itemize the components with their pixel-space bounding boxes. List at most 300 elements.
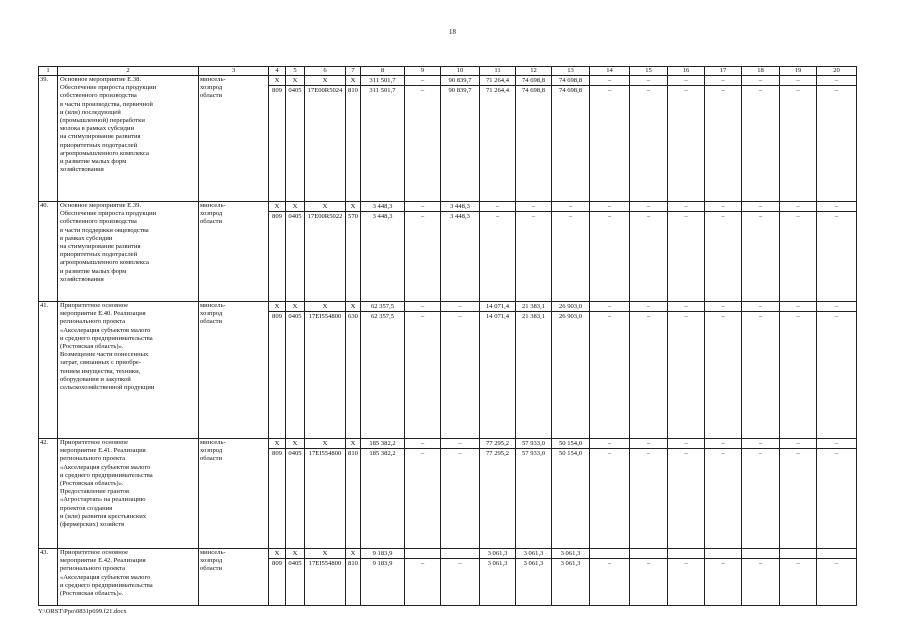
detail-value: –	[721, 213, 725, 220]
detail-value: 90 839,7	[448, 87, 472, 94]
total-value: X	[305, 549, 345, 559]
detail-value: 17Е00R5024	[307, 87, 343, 94]
detail-value: –	[684, 213, 688, 220]
value-cell-col-17	[705, 549, 742, 606]
responsible-line: минсель-	[200, 76, 226, 83]
value-cell-col-13	[552, 439, 590, 549]
value-cell-col-8	[361, 76, 405, 202]
value-cell-col-7	[346, 302, 361, 439]
description-line: «Агростартап» на реализацию	[60, 496, 146, 504]
responsible-line: минсель-	[200, 202, 226, 209]
detail-value: –	[420, 560, 425, 567]
total-value: –	[668, 302, 704, 312]
detail-value: –	[607, 450, 612, 457]
detail-value: 3 448,3	[450, 213, 470, 220]
header-col-1: 1	[39, 67, 58, 76]
value-cell-col-6	[305, 302, 346, 439]
detail-value: –	[684, 313, 688, 320]
detail-value: –	[420, 450, 425, 457]
description-line: собственного производства	[60, 92, 137, 100]
value-cell-col-11	[480, 76, 516, 202]
value-cell-col-4	[269, 76, 286, 202]
value-cell-col-16	[668, 202, 705, 302]
detail-value: 50 154,0	[558, 450, 583, 457]
header-col-6: 6	[305, 67, 346, 76]
value-cell-col-13	[552, 549, 590, 606]
value-cell-col-10	[441, 76, 480, 202]
description-line: Обеспечение прироста продукции	[60, 210, 157, 218]
description-line: мероприятие Е.42. Реализация	[60, 557, 146, 565]
detail-value: 311 501,7	[369, 87, 396, 94]
description-line: регионального проекта	[60, 318, 126, 326]
total-value: X	[346, 76, 360, 86]
responsible-line: области	[200, 455, 223, 463]
total-value: 57 933,0	[516, 439, 551, 449]
total-value: –	[630, 439, 667, 449]
header-col-8: 8	[361, 67, 405, 76]
value-cell-col-15	[630, 202, 668, 302]
detail-value: 62 357,5	[370, 313, 395, 320]
total-value: 14 071,4	[480, 302, 515, 312]
value-cell-col-12	[516, 76, 552, 202]
description-line: на стимулирование развития	[60, 133, 141, 141]
total-value: X	[305, 439, 345, 449]
total-value: –	[405, 76, 440, 86]
total-value: 71 264,4	[480, 76, 515, 86]
total-value: –	[742, 302, 779, 312]
detail-value: 57 933,0	[521, 450, 546, 457]
value-cell-col-16	[668, 302, 705, 439]
value-cell-col-14	[590, 439, 630, 549]
detail-value: –	[495, 213, 500, 220]
table-row	[39, 202, 857, 302]
total-value: X	[286, 202, 304, 212]
total-value: 185 382,2	[361, 439, 404, 449]
header-col-20: 20	[817, 67, 857, 76]
detail-value: –	[684, 87, 688, 94]
budget-table	[38, 66, 857, 606]
total-value: X	[286, 439, 304, 449]
detail-value: –	[646, 87, 651, 94]
responsible-line: хозпрод	[200, 84, 223, 92]
detail-value: –	[646, 313, 651, 320]
detail-value: –	[646, 213, 651, 220]
value-cell-col-10	[441, 439, 480, 549]
value-cell-col-14	[590, 302, 630, 439]
total-value: 3 061,3	[516, 549, 551, 559]
total-value: –	[405, 439, 440, 449]
detail-value: –	[568, 213, 573, 220]
total-value: –	[590, 439, 629, 449]
description-line: оборудования и закупкой	[60, 375, 131, 383]
detail-value: –	[646, 450, 651, 457]
description-line: «Акселерация субъектов малого	[60, 573, 151, 581]
value-cell-col-5	[286, 549, 305, 606]
total-value: –	[590, 76, 629, 86]
event-description	[58, 302, 199, 439]
value-cell-col-18	[742, 549, 780, 606]
responsible-line: области	[200, 318, 223, 326]
detail-value: 74 698,8	[521, 87, 546, 94]
detail-value: –	[758, 213, 763, 220]
detail-value: –	[758, 560, 763, 567]
total-value: X	[269, 202, 285, 212]
value-cell-col-19	[780, 202, 817, 302]
detail-value: 3 061,3	[487, 560, 508, 567]
value-cell-col-13	[552, 202, 590, 302]
detail-value: 810	[348, 560, 358, 567]
value-cell-col-12	[516, 202, 552, 302]
total-value: –	[780, 302, 816, 312]
description-line: и среднего предпринимательства	[60, 334, 153, 342]
header-col-11: 11	[480, 67, 516, 76]
detail-value: –	[796, 560, 800, 567]
header-col-14: 14	[590, 67, 630, 76]
description-line: молока в рамках субсидии	[60, 125, 135, 133]
detail-value: –	[834, 87, 839, 94]
total-value	[817, 549, 856, 559]
header-col-19: 19	[780, 67, 817, 76]
header-col-15: 15	[630, 67, 668, 76]
responsible-line: хозпрод	[200, 210, 223, 218]
row-number: 39.	[39, 76, 58, 202]
description-line: Основное мероприятие Е.39.	[60, 202, 142, 209]
table-row	[39, 302, 857, 439]
detail-value: 17ЕI554800	[308, 560, 342, 567]
description-line: проектов создания	[60, 504, 113, 512]
value-cell-col-18	[742, 302, 780, 439]
detail-value: –	[458, 450, 462, 457]
detail-value: 185 382,2	[369, 450, 396, 457]
detail-value: 21 383,1	[521, 313, 546, 320]
header-col-17: 17	[705, 67, 742, 76]
detail-value: 3 448,3	[372, 213, 393, 220]
value-cell-col-8	[361, 549, 405, 606]
value-cell-col-7	[346, 202, 361, 302]
value-cell-col-16	[668, 76, 705, 202]
detail-value: –	[420, 87, 425, 94]
value-cell-col-5	[286, 439, 305, 549]
event-description	[58, 549, 199, 606]
description-line: и (или) развития крестьянских	[60, 512, 147, 520]
total-value: –	[590, 302, 629, 312]
description-line: (Ростовская область)».	[60, 590, 124, 598]
value-cell-col-17	[705, 302, 742, 439]
description-line: в рамках субсидии	[60, 234, 113, 242]
total-value	[590, 549, 629, 559]
total-value	[405, 549, 440, 559]
value-cell-col-7	[346, 76, 361, 202]
row-number: 42.	[39, 439, 58, 549]
total-value: –	[742, 202, 779, 212]
detail-value: –	[758, 450, 763, 457]
total-value: –	[630, 302, 667, 312]
total-value: 3 448,3	[361, 202, 404, 212]
description-line: и среднего предпринимательства	[60, 581, 153, 589]
responsible-line: хозпрод	[200, 557, 223, 565]
value-cell-col-13	[552, 302, 590, 439]
total-value: –	[552, 202, 589, 212]
value-cell-col-15	[630, 76, 668, 202]
total-value: –	[668, 439, 704, 449]
responsible-executor	[199, 549, 269, 606]
value-cell-col-11	[480, 202, 516, 302]
value-cell-col-4	[269, 439, 286, 549]
value-cell-col-16	[668, 439, 705, 549]
value-cell-col-20	[817, 202, 857, 302]
description-line: приоритетных подотраслей	[60, 251, 138, 259]
header-col-3: 3	[199, 67, 269, 76]
detail-value: –	[834, 560, 839, 567]
header-col-9: 9	[405, 67, 441, 76]
description-line: (промышленной) переработки	[60, 117, 145, 125]
value-cell-col-13	[552, 76, 590, 202]
total-value: 74 698,8	[552, 76, 589, 86]
total-value: X	[346, 549, 360, 559]
description-line: (фермерских) хозяйств	[60, 521, 125, 529]
value-cell-col-11	[480, 549, 516, 606]
total-value: –	[516, 202, 551, 212]
header-col-2: 2	[58, 67, 199, 76]
description-line: (Ростовская область)».	[60, 480, 124, 488]
description-line: агропромышленного комплекса	[60, 259, 149, 267]
detail-value: 809	[272, 560, 282, 567]
detail-value: 0405	[288, 87, 302, 94]
total-value: X	[286, 76, 304, 86]
detail-value: 810	[348, 450, 358, 457]
total-value: 21 383,1	[516, 302, 551, 312]
table-row	[39, 439, 857, 549]
row-number: 40.	[39, 202, 58, 302]
responsible-line: минсель-	[200, 549, 226, 556]
value-cell-col-12	[516, 549, 552, 606]
value-cell-col-4	[269, 549, 286, 606]
detail-value: 17ЕI554800	[308, 313, 342, 320]
value-cell-col-9	[405, 549, 441, 606]
detail-value: 3 061,3	[560, 560, 581, 567]
detail-value: 570	[348, 213, 358, 220]
value-cell-col-17	[705, 76, 742, 202]
total-value: –	[817, 202, 856, 212]
page-number: 18	[449, 28, 456, 36]
value-cell-col-11	[480, 439, 516, 549]
total-value	[668, 549, 704, 559]
value-cell-col-19	[780, 76, 817, 202]
detail-value: –	[420, 313, 425, 320]
detail-value: 74 698,8	[558, 87, 583, 94]
header-col-16: 16	[668, 67, 705, 76]
responsible-executor	[199, 76, 269, 202]
description-line: Предоставление грантов	[60, 488, 130, 496]
table-row	[39, 549, 857, 606]
total-value: –	[441, 302, 479, 312]
responsible-executor	[199, 302, 269, 439]
responsible-line: хозпрод	[200, 310, 223, 318]
total-value: –	[705, 302, 741, 312]
detail-value: 630	[348, 313, 358, 320]
total-value: X	[305, 76, 345, 86]
detail-value: 14 071,4	[485, 313, 510, 320]
description-line: агропромышленного комплекса	[60, 149, 149, 157]
value-cell-col-9	[405, 76, 441, 202]
description-line: сельскохозяйственной продукции	[60, 384, 155, 392]
detail-value: 809	[272, 213, 282, 220]
total-value: –	[780, 76, 816, 86]
value-cell-col-10	[441, 302, 480, 439]
value-cell-col-4	[269, 302, 286, 439]
description-line: хозяйствования	[60, 275, 104, 283]
detail-value: –	[834, 213, 839, 220]
responsible-line: области	[200, 218, 223, 226]
total-value: –	[742, 76, 779, 86]
detail-value: –	[607, 213, 612, 220]
total-value: –	[441, 439, 479, 449]
detail-value: 71 264,4	[485, 87, 510, 94]
value-cell-col-9	[405, 202, 441, 302]
value-cell-col-11	[480, 302, 516, 439]
description-line: мероприятие Е.40. Реализация	[60, 310, 146, 318]
total-value: –	[705, 202, 741, 212]
description-line: Приоритетное основное	[60, 549, 129, 556]
total-value: 90 839,7	[441, 76, 479, 86]
row-number: 43.	[39, 549, 58, 606]
responsible-executor	[199, 202, 269, 302]
detail-value: –	[684, 450, 688, 457]
detail-value: –	[646, 560, 651, 567]
detail-value: –	[834, 450, 839, 457]
description-line: приоритетных подотраслей	[60, 141, 138, 149]
detail-value: –	[684, 560, 688, 567]
total-value: –	[630, 202, 667, 212]
detail-value: –	[721, 313, 725, 320]
detail-value: –	[796, 87, 800, 94]
total-value: 62 357,5	[361, 302, 404, 312]
responsible-executor	[199, 439, 269, 549]
value-cell-col-6	[305, 202, 346, 302]
total-value	[705, 549, 741, 559]
total-value: –	[668, 202, 704, 212]
detail-value: 0405	[288, 450, 302, 457]
event-description	[58, 439, 199, 549]
value-cell-col-18	[742, 76, 780, 202]
header-row	[39, 67, 857, 76]
detail-value: –	[721, 87, 725, 94]
total-value: –	[705, 439, 741, 449]
total-value	[780, 549, 816, 559]
value-cell-col-8	[361, 439, 405, 549]
detail-value: 17Е00R5022	[307, 213, 343, 220]
value-cell-col-14	[590, 549, 630, 606]
header-col-12: 12	[516, 67, 552, 76]
description-line: Приоритетное основное	[60, 302, 129, 309]
event-description	[58, 202, 199, 302]
detail-value: 0405	[288, 560, 302, 567]
total-value: –	[668, 76, 704, 86]
total-value: –	[630, 76, 667, 86]
footer-path: Y:\ORST\Ppo\0831p699.f21.docx	[38, 608, 127, 615]
detail-value: –	[607, 560, 612, 567]
value-cell-col-5	[286, 76, 305, 202]
total-value: –	[705, 76, 741, 86]
total-value	[441, 549, 479, 559]
total-value: –	[590, 202, 629, 212]
responsible-line: минсель-	[200, 439, 226, 446]
description-line: Обеспечение прироста продукции	[60, 84, 157, 92]
value-cell-col-20	[817, 76, 857, 202]
total-value: 3 061,3	[480, 549, 515, 559]
total-value: X	[305, 302, 345, 312]
total-value: –	[405, 302, 440, 312]
description-line: регионального проекта	[60, 565, 126, 573]
table-row	[39, 76, 857, 202]
value-cell-col-5	[286, 202, 305, 302]
total-value: X	[286, 302, 304, 312]
value-cell-col-19	[780, 302, 817, 439]
total-value: X	[286, 549, 304, 559]
header-col-7: 7	[346, 67, 361, 76]
value-cell-col-12	[516, 439, 552, 549]
value-cell-col-7	[346, 439, 361, 549]
value-cell-col-19	[780, 439, 817, 549]
value-cell-col-17	[705, 202, 742, 302]
detail-value: –	[458, 560, 462, 567]
value-cell-col-5	[286, 302, 305, 439]
value-cell-col-20	[817, 439, 857, 549]
value-cell-col-9	[405, 439, 441, 549]
total-value: X	[269, 76, 285, 86]
value-cell-col-18	[742, 202, 780, 302]
description-line: тением имущества, техники,	[60, 367, 141, 375]
total-value: –	[405, 202, 440, 212]
description-line: мероприятие Е.41. Реализация	[60, 447, 146, 455]
total-value: X	[305, 202, 345, 212]
value-cell-col-18	[742, 439, 780, 549]
description-line: Возмещение части понесенных	[60, 351, 149, 359]
detail-value: 0405	[288, 313, 302, 320]
detail-value: 9 183,9	[372, 560, 393, 567]
description-line: Приоритетное основное	[60, 439, 129, 446]
total-value: 74 698,8	[516, 76, 551, 86]
detail-value: 77 295,2	[485, 450, 510, 457]
total-value: 9 183,9	[361, 549, 404, 559]
value-cell-col-4	[269, 202, 286, 302]
value-cell-col-10	[441, 549, 480, 606]
total-value: –	[480, 202, 515, 212]
detail-value: –	[796, 450, 800, 457]
value-cell-col-20	[817, 302, 857, 439]
total-value: X	[346, 439, 360, 449]
description-line: хозяйствования	[60, 166, 104, 174]
detail-value: 26 903,0	[558, 313, 583, 320]
detail-value: –	[420, 213, 425, 220]
total-value: –	[817, 302, 856, 312]
value-cell-col-14	[590, 202, 630, 302]
total-value: 50 154,0	[552, 439, 589, 449]
description-line: в части производства, первичной	[60, 100, 153, 108]
detail-value: –	[721, 450, 725, 457]
detail-value: –	[758, 313, 763, 320]
value-cell-col-6	[305, 439, 346, 549]
value-cell-col-17	[705, 439, 742, 549]
description-line: и развитие малых форм	[60, 267, 127, 275]
description-line: и развитие малых форм	[60, 158, 127, 166]
description-line: (Ростовская область)».	[60, 343, 124, 351]
total-value	[742, 549, 779, 559]
total-value: 311 501,7	[361, 76, 404, 86]
description-line: в части поддержки овцеводства	[60, 226, 149, 234]
detail-value: 17ЕI554800	[308, 450, 342, 457]
description-line: собственного производства	[60, 218, 137, 226]
